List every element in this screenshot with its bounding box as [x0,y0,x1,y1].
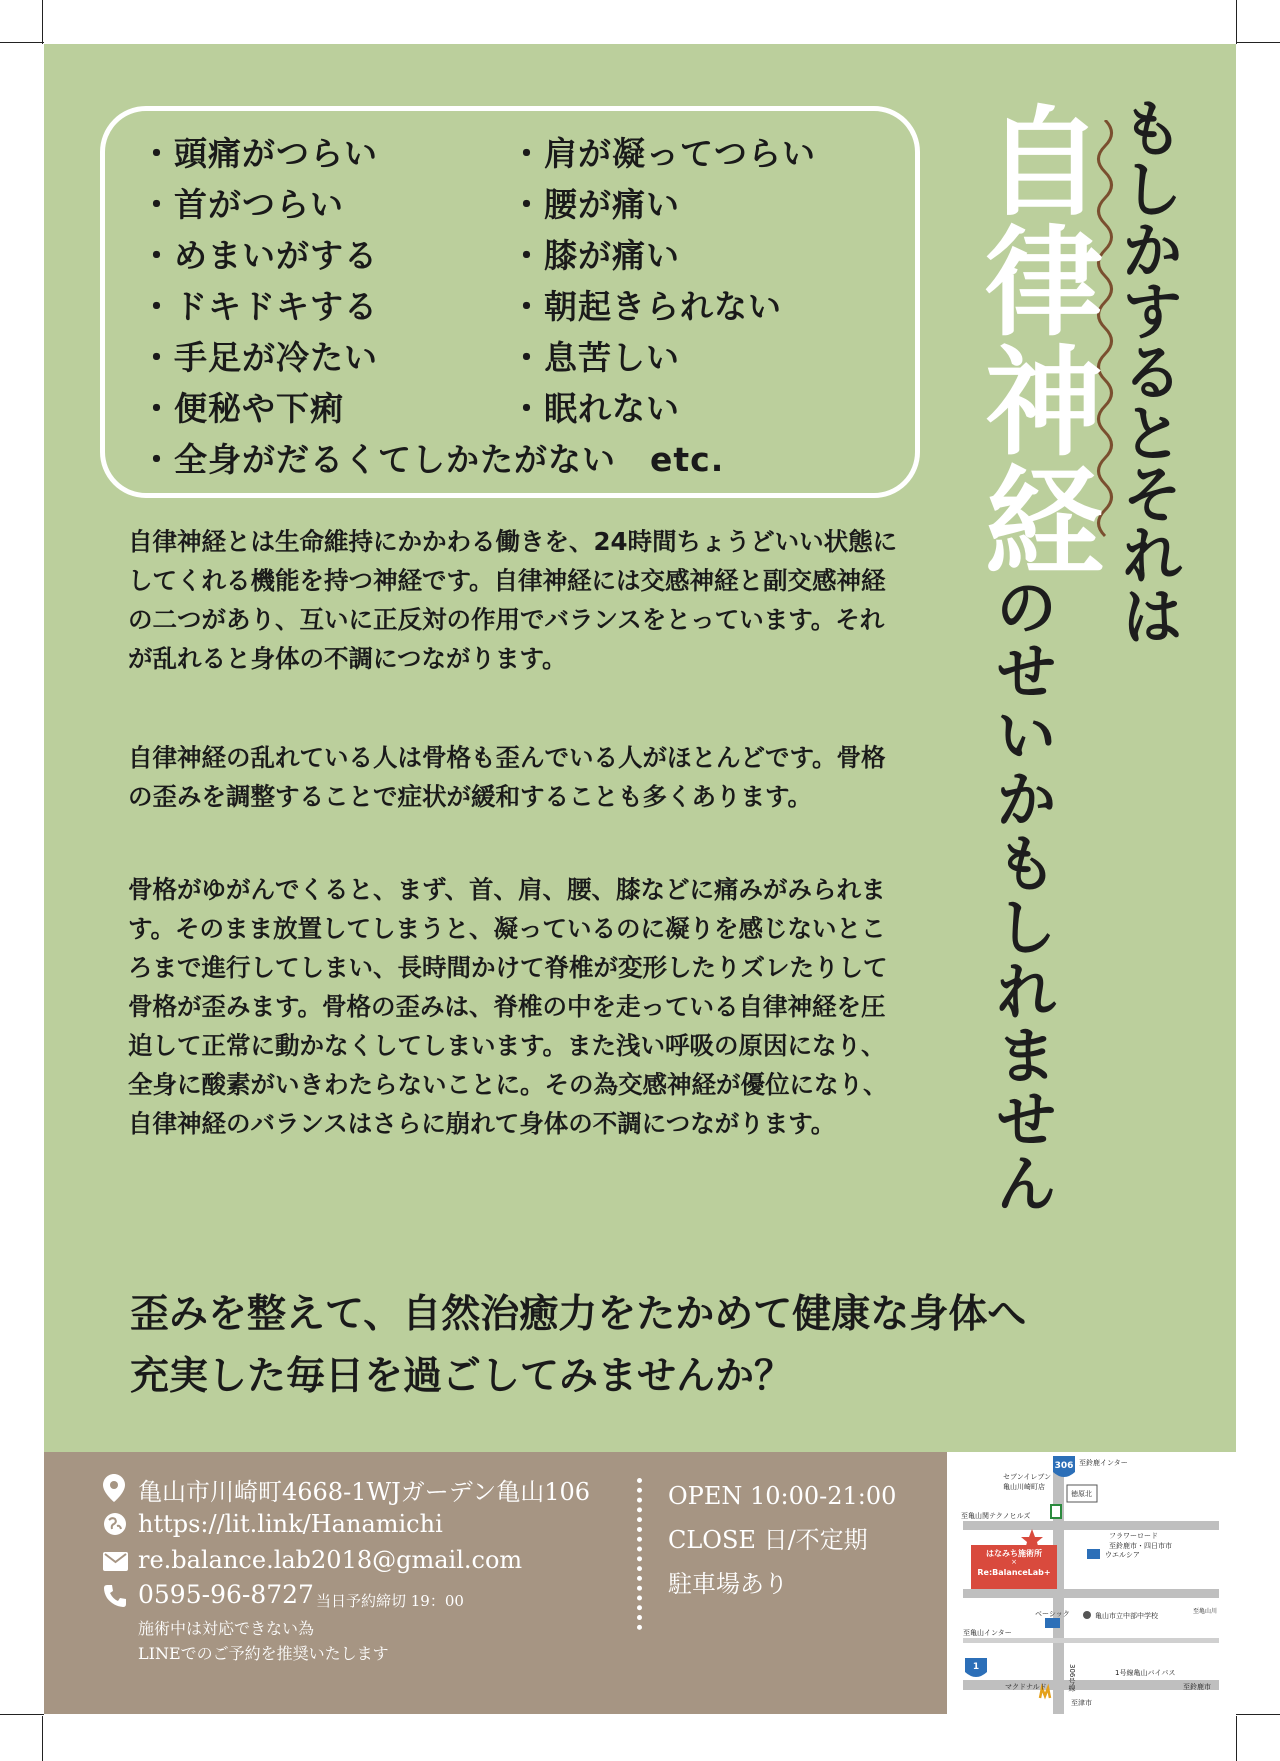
email-link[interactable]: re.balance.lab2018@gmail.com [138,1546,523,1574]
booking-note-2: LINEでのご予約を推奨いたします [138,1644,389,1663]
symptom-item: ・首がつらい [140,185,344,224]
map-label: 1号線亀山バイパス [1115,1669,1176,1677]
heading-bottom: のせいかもしれません [985,575,1058,1215]
map-label: 亀山川崎町店 [1003,1483,1045,1491]
shop-marker-label: はなみち施術所 [986,1549,1042,1558]
phone-icon [103,1584,127,1608]
crop-mark [1236,42,1280,43]
symptom-item: ・頭痛がつらい [140,134,378,173]
body-paragraph: 骨格がゆがんでくると、まず、首、肩、腰、膝などに痛みがみられます。そのまま放置してしまうと、凝っているのに凝りを感じないところまで進行してしまい、長時間かけて脊椎が変形したりズレたりして骨格が歪みます。骨格の歪みは、脊椎の中を走っている自律神経を圧迫して正常に動かなくしてしまいます。また浅い呼吸の原因になり、全身に酸素がいきわたらないことに。その為交感神経が優位になり、自律神経のバランスはさらに崩れて身体の不調につながります。 [128,875,888,1138]
symptom-item: ・膝が痛い [510,236,680,275]
access-map [947,1452,1236,1714]
symptom-item: ・ドキドキする [140,287,378,326]
symptom-item: ・朝起きられない [510,287,782,326]
crop-mark [1236,0,1237,44]
symptom-item: ・眠れない [510,389,680,428]
map-label: 至鈴鹿市・四日市市 [1109,1542,1172,1550]
website-link[interactable]: https://lit.link/Hanamichi [138,1510,443,1538]
map-label: 至鈴鹿市 [1183,1683,1211,1691]
location-pin-icon [103,1474,125,1502]
map-label: 亀山市立中部中学校 [1095,1612,1158,1620]
crop-mark [1236,1716,1237,1761]
route-306-sign: 306 [1054,1461,1074,1471]
closing-line-1: 歪みを整えて、自然治癒力をたかめて健康な身体へ [130,1292,1027,1337]
symptom-item: ・肩が凝ってつらい [510,134,816,173]
phone-number[interactable]: 0595-96-8727 [138,1580,314,1609]
map-label: 至亀山関テクノヒルズ [961,1512,1031,1520]
map-label: 至津市 [1071,1699,1092,1707]
crop-mark [1236,1714,1280,1715]
symptom-item: ・手足が冷たい [140,338,378,377]
mail-icon [103,1552,128,1571]
map-label: ウエルシア [1105,1551,1140,1559]
symptom-item-last: ・全身がだるくてしかたがない etc. [140,440,725,479]
crop-mark [42,0,43,44]
address-text: 亀山市川崎町4668-1WJガーデン亀山106 [138,1478,591,1506]
heading-top: もしかするとそれは [1111,96,1184,645]
body-paragraph: 自律神経とは生命維持にかかわる働きを、24時間ちょうどいい状態にしてくれる機能を持つ神経です。自律神経には交感神経と副交感神経の二つがあり、互いに正反対の作用でバランスをとっています。それが乱れると身体の不調につながります。 [128,527,898,673]
crop-mark [0,42,44,43]
map-label: 至亀山川 [1193,1608,1218,1615]
route-1-sign: 1 [972,1662,980,1672]
closed-days: CLOSE 日/不定期 [668,1526,868,1554]
map-label: 至鈴鹿インター [1079,1459,1128,1467]
symptom-item: ・腰が痛い [510,185,680,224]
shop-marker-label: Re:BalanceLab+ [977,1568,1051,1577]
globe-icon [103,1512,127,1536]
map-label: フラワーロード [1109,1532,1158,1540]
map-label: 306号線 [1068,1664,1076,1692]
symptom-item: ・便秘や下痢 [140,389,344,428]
open-hours: OPEN 10:00-21:00 [668,1482,897,1510]
divider-dots [637,1478,642,1630]
body-paragraph: 自律神経の乱れている人は骨格も歪んでいる人がほとんどです。骨格の歪みを調整することで症状が緩和することも多くあります。 [128,743,886,811]
symptom-item: ・めまいがする [140,236,378,275]
heading-big: 自律神経 [965,100,1103,580]
parking-info: 駐車場あり [668,1570,788,1598]
crop-mark [42,1716,43,1761]
crop-mark [0,1714,44,1715]
symptom-item: ・息苦しい [510,338,680,377]
map-label: 徳原北 [1071,1490,1092,1498]
map-label: セブンイレブン [1003,1473,1052,1481]
map-label: マクドナルド [1005,1683,1047,1691]
shop-marker-label: × [1011,1558,1017,1566]
phone-note: 当日予約締切 19：00 [316,1592,464,1610]
booking-note-1: 施術中は対応できない為 [138,1619,315,1638]
closing-line-2: 充実した毎日を過ごしてみませんか？ [130,1354,794,1399]
map-label: 至亀山インター [963,1629,1012,1637]
map-label: ベーシック [1035,1610,1070,1618]
